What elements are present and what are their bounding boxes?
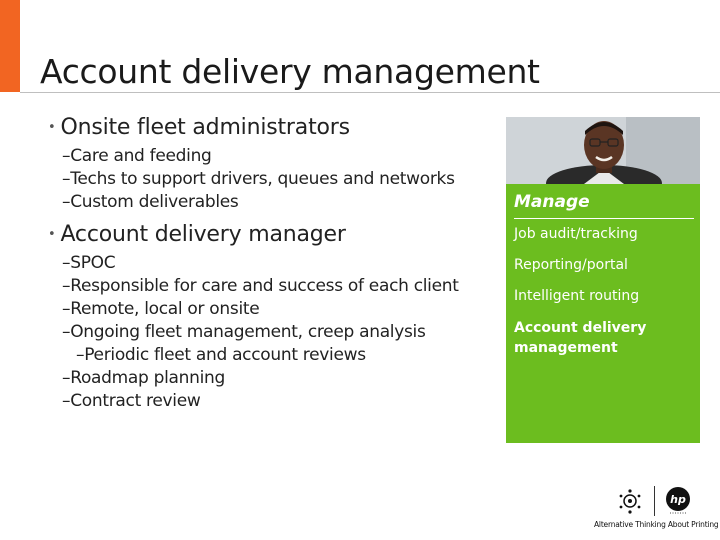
hp-logo-icon [664, 486, 692, 514]
bullet-dot-icon: • [48, 120, 56, 135]
sub-bullet: –Contract review [62, 391, 201, 411]
panel-divider [514, 218, 694, 219]
panel-item: Job audit/tracking [514, 226, 638, 242]
sub-bullet: –Remote, local or onsite [62, 299, 260, 319]
title-divider [20, 92, 720, 93]
sub-bullet: –Techs to support drivers, queues and networks [62, 169, 455, 189]
panel-heading: Manage [514, 192, 590, 212]
bullet-item [48, 221, 493, 252]
person-photo-illustration [506, 117, 700, 184]
bullet-dot-icon: • [48, 227, 56, 242]
tagline: Alternative Thinking About Printing [594, 520, 719, 529]
sub-bullet: –Ongoing fleet management, creep analysis [62, 322, 426, 342]
footer-branding [594, 484, 720, 540]
bullet-group-manager [48, 221, 493, 413]
svg-text:hp: hp [670, 493, 686, 506]
bullet-text: Onsite fleet administrators [60, 115, 350, 140]
sub-bullet: –Care and feeding [62, 146, 212, 166]
panel-item: Intelligent routing [514, 288, 640, 304]
manage-panel [506, 184, 700, 443]
panel-highlight-item: Account delivery management [514, 320, 647, 356]
bullet-group-onsite [48, 114, 493, 214]
sub-bullet: –Custom deliverables [62, 192, 239, 212]
bullet-item [48, 114, 493, 145]
panel-item: Reporting/portal [514, 257, 628, 273]
sub-bullet: –Roadmap planning [62, 368, 225, 388]
ink-splash-icon [618, 488, 642, 514]
slide-title: Account delivery management [40, 52, 540, 91]
person-photo [506, 117, 700, 184]
sub-sub-bullet: –Periodic fleet and account reviews [76, 345, 366, 365]
bullet-text: Account delivery manager [60, 222, 346, 247]
sub-bullet: –SPOC [62, 253, 116, 273]
orange-accent-bar [0, 0, 20, 92]
bullet-list [48, 114, 493, 413]
logo-divider [654, 486, 655, 516]
sub-bullet: –Responsible for care and success of each client [62, 276, 459, 296]
